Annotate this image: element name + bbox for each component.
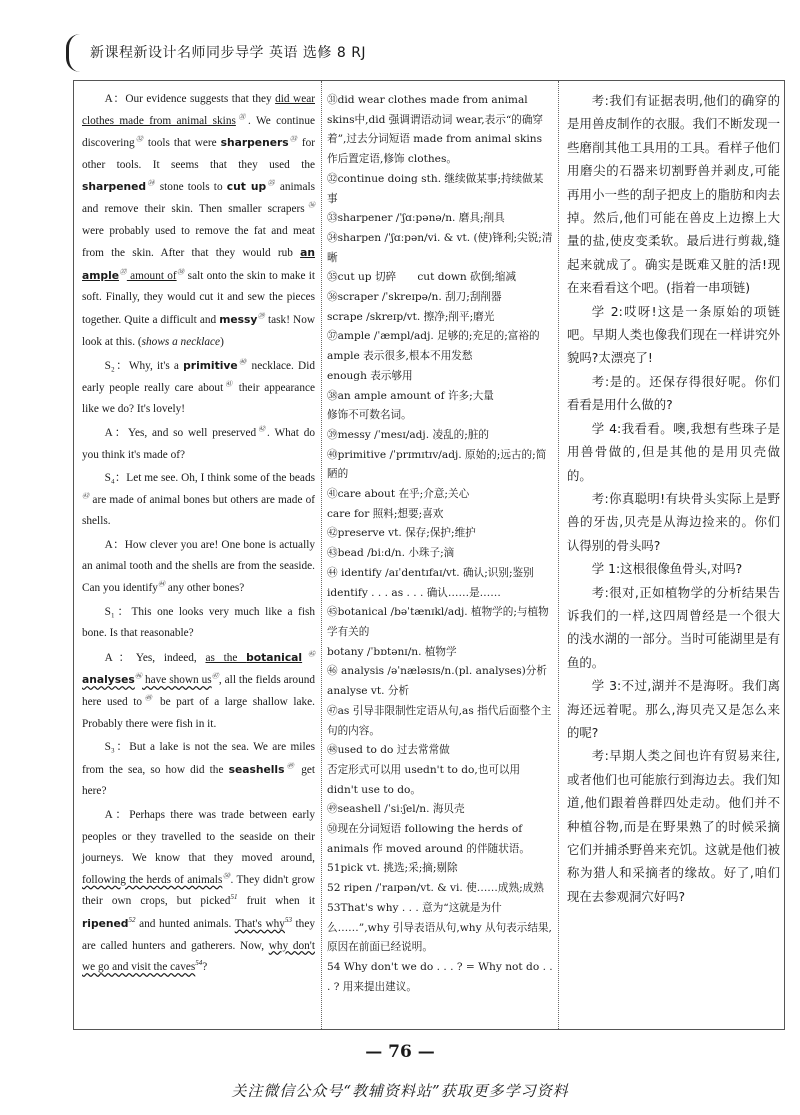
note-item: botany /ˈbɒtənɪ/n. 植物学 bbox=[327, 645, 457, 658]
note-item: ㉜continue doing sth. 继续做某事;持续做某事 bbox=[327, 172, 544, 205]
note-ref: ㊱ bbox=[304, 201, 315, 210]
translation-paragraph: 学 2:哎呀!这是一条原始的项链吧。早期人类也像我们现在一样讲究外貌吗?太漂亮了! bbox=[567, 303, 780, 366]
note-item: care for 照料;想要;喜欢 bbox=[327, 507, 444, 520]
note-ref: ㊽ bbox=[142, 694, 155, 703]
footer-notice: 关注微信公众号“教辅资料站”获取更多学习资料 bbox=[231, 1082, 569, 1100]
keyword: botanical bbox=[246, 650, 303, 664]
header-bracket-decoration bbox=[66, 34, 85, 72]
translation-paragraph: 考:早期人类之间也许有贸易来往,或者他们也可能旅行到海边去。我们知道,他们跟着兽群四处走动。他们并不种植谷物,而是在野果熟了的时候采摘它们并捕杀野兽来充饥。这就是他们被称为猎人和采摘者的缘故。好了,咱们现在去参观洞穴好吗? bbox=[567, 748, 780, 904]
note-ref: 54 bbox=[195, 959, 203, 968]
note-item: ㉝sharpener /ˈʃɑːpənə/n. 磨具;削具 bbox=[327, 212, 505, 225]
note-ref: ㊼ bbox=[211, 672, 219, 681]
chinese-translation-column bbox=[559, 81, 786, 1029]
note-ref: ㊳ bbox=[176, 267, 185, 276]
keyword: ripened bbox=[82, 916, 129, 930]
note-ref: ㊾ bbox=[284, 762, 297, 771]
keyword: an ample bbox=[82, 246, 315, 282]
note-item: 52 ripen /ˈraɪpən/vt. & vi. 使……成熟;成熟 bbox=[327, 882, 544, 895]
dialogue-paragraph: A：Our evidence suggests that they did wear clothes made from animal skins$^㉛$. We continue discovering$^㉜$ tools that were sharpeners$^㉝$ for other tools. It seems that they used the sharpened$^㉞$ stone tools to cut $up^㉟$ animals and remove their skin. Then smaller scrapers$^㊱$ were probably used to remove the fat and meat from the skin. After that they would rub an ample$^㊲$ amount $of^㊳$ salt onto the skin to make it soft. Finally, they would cut it and sew the pieces together. Quite a difficult and messy$^㊴$ task! Now look at this. (shows a necklace) bbox=[82, 93, 316, 348]
keyword: seashells bbox=[228, 762, 285, 776]
dialogue-paragraph: A：How clever you are! One bone is actually an animal tooth and the shells are from the seaside. Can you identify$^㊹$ any other bones? bbox=[82, 538, 315, 595]
note-item: identify . . . as . . . 确认……是…… bbox=[327, 586, 501, 599]
note-ref: ㊿ bbox=[222, 872, 231, 881]
note-ref: ㊲ bbox=[119, 267, 127, 276]
vocabulary-notes-column bbox=[322, 81, 559, 1029]
note-ref: 52 bbox=[128, 916, 136, 925]
note-item: analyse vt. 分析 bbox=[327, 685, 410, 698]
note-ref: ㊹ bbox=[157, 580, 165, 589]
note-ref: ㉛ bbox=[235, 112, 248, 121]
note-item: ㊵primitive /ˈprɪmɪtɪv/adj. 原始的;远古的;简陋的 bbox=[327, 448, 547, 481]
english-dialogue-column bbox=[74, 81, 322, 1029]
note-ref: ㉟ bbox=[266, 179, 276, 188]
keyword: primitive bbox=[183, 359, 238, 373]
note-item: ㊱scraper /ˈskreɪpə/n. 刮刀;刮削器 bbox=[327, 291, 502, 304]
note-item: 否定形式可以用 usedn't to do,也可以用 didn't use to do。 bbox=[327, 763, 521, 796]
note-ref: ㉞ bbox=[146, 179, 156, 188]
note-ref: ㉜ bbox=[134, 135, 144, 144]
content-frame bbox=[73, 80, 785, 1030]
note-item: ㊼as 引导非限制性定语从句,as 指代后面整个主句的内容。 bbox=[327, 704, 552, 737]
underlined-phrase: did wear clothes made from animal skins bbox=[82, 93, 315, 127]
underlined-phrase: That's why bbox=[234, 917, 285, 930]
note-item: ㊾seashell /ˈsiːʃel/n. 海贝壳 bbox=[327, 803, 465, 816]
note-item: ㊹ identify /aɪˈdentɪfaɪ/vt. 确认;识别;鉴别 bbox=[327, 566, 534, 579]
dialogue-paragraph: A：Yes, and so well preserved$^㊷$. What do you think it's made of? bbox=[82, 425, 316, 461]
note-ref: ㊶ bbox=[223, 379, 235, 388]
underlined-phrase: have shown us bbox=[142, 674, 212, 687]
note-item: enough 表示够用 bbox=[327, 369, 413, 382]
note-item: ㊽used to do 过去常常做 bbox=[327, 744, 450, 757]
keyword: analyses bbox=[82, 673, 135, 687]
dialogue-paragraph: S₄：Let me see. Oh, I think some of the beads$^㊸$ are made of animal bones but others are made of shells. bbox=[82, 472, 316, 528]
underlined-phrase: amount of bbox=[126, 269, 177, 282]
keyword: sharpeners bbox=[220, 136, 289, 150]
page-header bbox=[70, 40, 770, 66]
note-item: 51pick vt. 挑选;采;摘;剔除 bbox=[327, 862, 458, 875]
note-item: ㊿现在分词短语 following the herds of animals 作 moved around 的伴随状语。 bbox=[327, 823, 530, 855]
header-title: 新课程新设计名师同步导学 英语 选修 8 RJ bbox=[90, 45, 367, 61]
translation-paragraph: 学 4:我看看。噢,我想有些珠子是用兽骨做的,但是其他的是用贝壳做的。 bbox=[567, 420, 780, 483]
translation-paragraph: 考:你真聪明!有块骨头实际上是野兽的牙齿,贝壳是从海边捡来的。你们认得别的骨头吗? bbox=[567, 490, 780, 553]
underlined-phrase: following the herds of animals bbox=[82, 873, 223, 886]
note-item: 修饰不可数名词。 bbox=[327, 409, 412, 422]
note-ref: ㊴ bbox=[257, 312, 265, 321]
dialogue-paragraph: A：Perhaps there was trade between early peoples or they travelled to the seaside on their journeys. We know that they moved around, following the herds of animals$^㊿$. They didn't grow their own crops, but picked$^{51}$ fruit when it ripened$^{52}$ and hunted animals. That's why$^{53}$ they are called hunters and gatherers. Now, why don't we go and visit the caves$^{54}$? bbox=[82, 809, 316, 974]
translation-paragraph: 考:我们有证据表明,他们的确穿的是用兽皮制作的衣服。我们不断发现一些磨削其他工具用的工具。看样子他们用磨尖的石器来切割野兽并剥皮,可能再用小一些的刮子把皮上的脂肪和肉去掉。然后,他们可能在兽皮上边擦上大量的盐,使皮变柔软。最后进行剪裁,缝起来就成了。确实是既难又脏的活!现在来看看这个吧。(指着一串项链) bbox=[567, 93, 780, 296]
translation-paragraph: 考:是的。还保存得很好呢。你们看看是用什么做的? bbox=[567, 373, 780, 413]
page-number: — 76 — bbox=[365, 1042, 435, 1062]
underlined-phrase: why don't we go and visit the caves bbox=[82, 939, 315, 974]
note-item: 54 Why don't we do . . . ? = Why not do . . . ? 用来提出建议。 bbox=[327, 960, 553, 993]
underlined-phrase: as the bbox=[205, 651, 247, 664]
note-item: ㉟cut up 切碎 cut down 砍倒;缩减 bbox=[327, 271, 517, 284]
note-ref: ㊻ bbox=[134, 672, 143, 681]
keyword: cut up bbox=[226, 180, 267, 194]
translation-paragraph: 考:很对,正如植物学的分析结果告诉我们的一样,这四周曾经是一个很大的浅水湖的一部分。当时可能湖里是有鱼的。 bbox=[567, 584, 780, 670]
note-ref: ㊺ bbox=[302, 650, 315, 659]
note-ref: ㉝ bbox=[288, 135, 298, 144]
note-item: ㊳an ample amount of 许多;大量 bbox=[327, 389, 494, 402]
dialogue-paragraph: S₁：This one looks very much like a fish bone. Is that reasonable? bbox=[82, 605, 315, 640]
note-ref: 53 bbox=[284, 916, 292, 925]
note-item: ㊷preserve vt. 保存;保护;维护 bbox=[327, 527, 476, 540]
keyword: sharpened bbox=[82, 180, 147, 194]
note-item: ㊶care about 在乎;介意;关心 bbox=[327, 488, 470, 501]
note-item: ㊲ample /ˈæmpl/adj. 足够的;充足的;富裕的 bbox=[327, 330, 540, 343]
keyword: messy bbox=[219, 312, 258, 326]
note-item: ㊸bead /biːd/n. 小珠子;滴 bbox=[327, 547, 455, 560]
note-item: scrape /skreɪp/vt. 擦净;削平;磨光 bbox=[327, 310, 495, 323]
note-ref: ㊷ bbox=[256, 425, 268, 434]
note-ref: 51 bbox=[230, 893, 238, 902]
note-ref: ㊵ bbox=[237, 358, 248, 367]
dialogue-paragraph: S₃：But a lake is not the sea. We are miles from the sea, so how did the seashells$^㊾$ get here? bbox=[82, 741, 315, 798]
dialogue-paragraph: S₂：Why, it's a primitive$^㊵$ necklace. Did early people really care about$^㊶$ their appearance like we do? It's lovely! bbox=[82, 358, 316, 416]
note-item: 53That's why . . . 意为“这就是为什么……”,why 引导表语从句,why 从句表示结果,原因在前面已经说明。 bbox=[327, 901, 552, 954]
note-item: ample 表示很多,根本不用发愁 bbox=[327, 350, 473, 363]
note-item: ㊴messy /ˈmesɪ/adj. 凌乱的;脏的 bbox=[327, 428, 489, 441]
note-item: ㊺botanical /bəˈtænɪkl/adj. 植物学的;与植物学有关的 bbox=[327, 606, 549, 638]
note-ref: ㊸ bbox=[82, 491, 90, 500]
note-item: ㉛did wear clothes made from animal skins中,did 强调谓语动词 wear,表示“的确穿着”,过去分词短语 made from animal skins 作后置定语,修饰 clothes。 bbox=[327, 94, 544, 166]
note-item: ㊻ analysis /əˈnæləsɪs/n.(pl. analyses)分析 bbox=[327, 665, 547, 678]
stage-direction: shows a necklace bbox=[141, 335, 221, 348]
translation-paragraph: 学 3:不过,湖并不是海呀。我们离海还远着呢。那么,海贝壳又是怎么来的呢? bbox=[567, 678, 780, 740]
note-item: ㉞sharpen /ˈʃɑːpən/vi. & vt. (使)锋利;尖锐;清晰 bbox=[327, 231, 553, 264]
dialogue-paragraph: A：Yes, indeed, as the botanical$^㊺$ analyses$^㊻$ have shown $us^㊼$, all the fields around here used $to^㊽$ be part of a large shallow lake. Probably there were fish in it. bbox=[82, 650, 316, 730]
translation-paragraph: 学 1:这根很像鱼骨头,对吗? bbox=[591, 561, 743, 577]
